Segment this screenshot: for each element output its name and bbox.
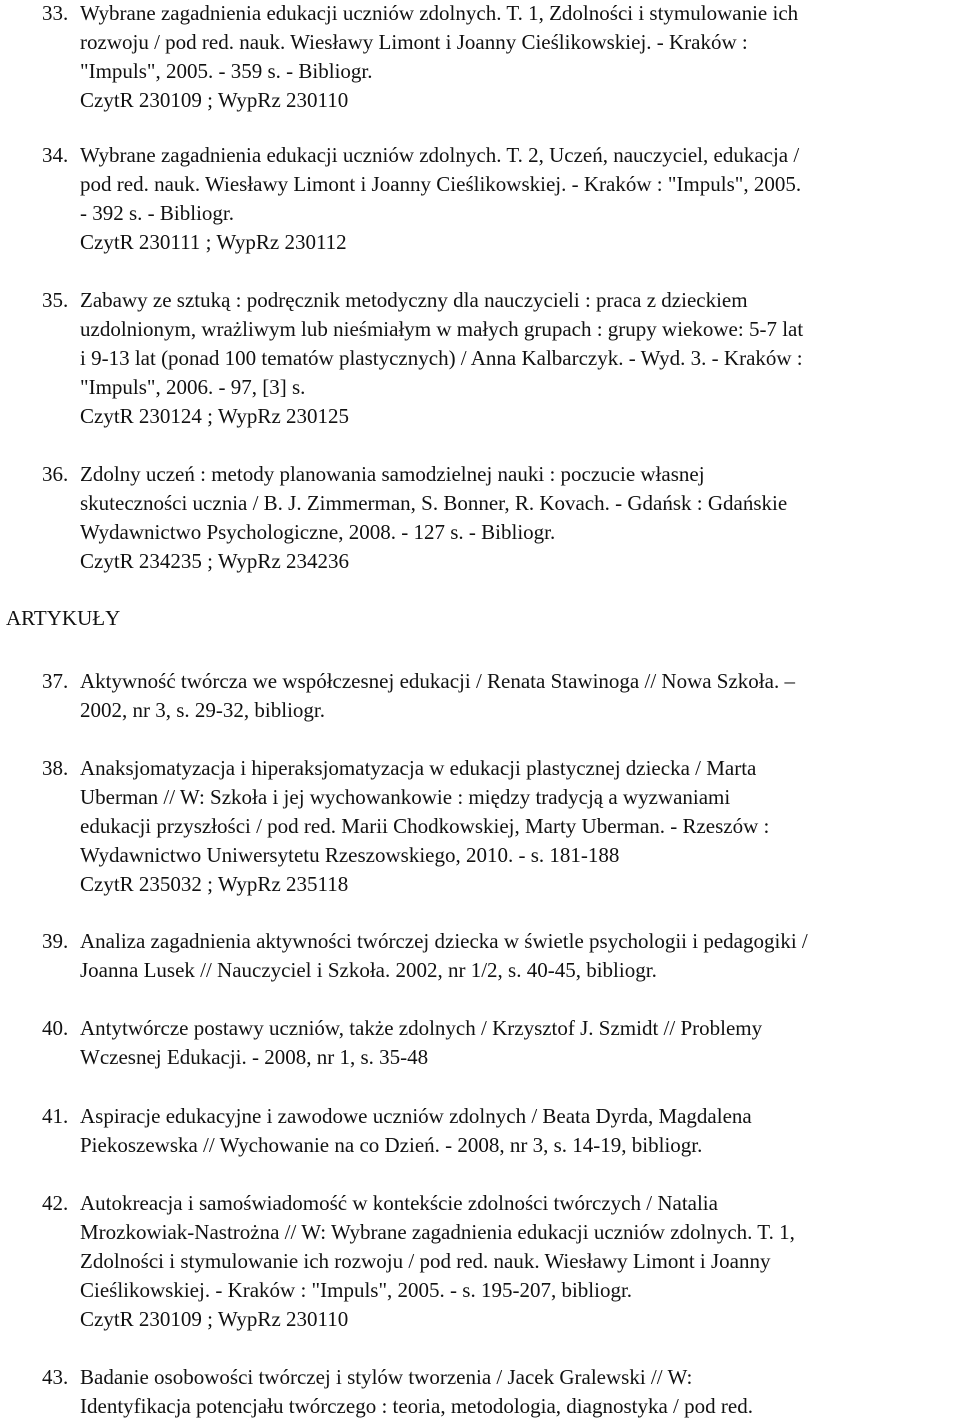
entry-shelfmark: CzytR 230111 ; WypRz 230112 [80,230,347,254]
entry-shelfmark: CzytR 230124 ; WypRz 230125 [80,404,350,428]
entry-number: 36. [42,462,69,486]
entry-line [42,1043,957,1072]
entry-line [42,667,957,696]
bibliography-entry-40 [42,1014,957,1072]
entry-line [42,783,957,812]
entry-shelfmark: CzytR 230109 ; WypRz 230110 [80,88,349,112]
entry-text: Uberman // W: Szkoła i jej wychowankowie : między tradycją a wyzwaniami [80,785,731,809]
entry-number: 43. [42,1365,69,1389]
entry-line [42,927,957,956]
entry-text: skuteczności ucznia / B. J. Zimmerman, S. Bonner, R. Kovach. - Gdańsk : Gdańskie [80,491,788,515]
entry-text: - 392 s. - Bibliogr. [80,201,235,225]
entry-line [42,696,957,725]
entry-line [42,28,957,57]
entry-line [42,1014,957,1043]
entry-text: Antytwórcze postawy uczniów, także zdolnych / Krzysztof J. Szmidt // Problemy [80,1016,763,1040]
bibliography-entry-39 [42,927,957,985]
entry-number: 41. [42,1104,69,1128]
entry-text: "Impuls", 2006. - 97, [3] s. [80,375,306,399]
entry-line [42,1102,957,1131]
entry-line [42,86,957,115]
entry-text: "Impuls", 2005. - 359 s. - Bibliogr. [80,59,373,83]
bibliography-entry-33 [42,0,957,115]
entry-text: rozwoju / pod red. nauk. Wiesławy Limont i Joanny Cieślikowskiej. - Kraków : [80,30,748,54]
entry-text: Zdolności i stymulowanie ich rozwoju / pod red. nauk. Wiesławy Limont i Joanny [80,1249,771,1273]
bibliography-entry-36 [42,460,957,576]
entry-line [42,344,957,373]
entry-line [42,870,957,899]
entry-line [42,1189,957,1218]
entry-number: 38. [42,756,69,780]
entry-line [42,57,957,86]
entry-line [42,1247,957,1276]
entry-line [42,754,957,783]
entry-line [42,812,957,841]
entry-text: Autokreacja i samoświadomość w kontekście zdolności twórczych / Natalia [80,1191,718,1215]
entry-text: i 9-13 lat (ponad 100 tematów plastycznych) / Anna Kalbarczyk. - Wyd. 3. - Kraków : [80,346,803,370]
entry-number: 37. [42,669,69,693]
entry-line [42,489,957,518]
bibliography-entry-38 [42,754,957,899]
entry-text: Aspiracje edukacyjne i zawodowe uczniów zdolnych / Beata Dyrda, Magdalena [80,1104,752,1128]
entry-text: Wydawnictwo Psychologiczne, 2008. - 127 s. - Bibliogr. [80,520,556,544]
entry-line [42,315,957,344]
entry-line [42,170,957,199]
entry-line [42,141,957,170]
entry-text: Wydawnictwo Uniwersytetu Rzeszowskiego, 2010. - s. 181-188 [80,843,620,867]
entry-number: 33. [42,1,69,25]
entry-text: Zdolny uczeń : metody planowania samodzielnej nauki : poczucie własnej [80,462,705,486]
entry-line [42,1276,957,1305]
bibliography-entry-34 [42,141,957,257]
entry-line [42,841,957,870]
entry-line [42,373,957,402]
entry-text: 2002, nr 3, s. 29-32, bibliogr. [80,698,325,722]
entry-line [42,402,957,431]
entry-text: Cieślikowskiej. - Kraków : "Impuls", 2005. - s. 195-207, bibliogr. [80,1278,633,1302]
bibliography-entry-42 [42,1189,957,1334]
entry-shelfmark: CzytR 230109 ; WypRz 230110 [80,1307,349,1331]
entry-number: 34. [42,143,69,167]
entry-text: Wybrane zagadnienia edukacji uczniów zdolnych. T. 2, Uczeń, nauczyciel, edukacja / [80,143,800,167]
entry-text: Piekoszewska // Wychowanie na co Dzień. - 2008, nr 3, s. 14-19, bibliogr. [80,1133,703,1157]
entry-line [42,547,957,576]
entry-text: Analiza zagadnienia aktywności twórczej dziecka w świetle psychologii i pedagogiki / [80,929,808,953]
entry-line [42,1363,957,1392]
entry-line [42,1218,957,1247]
bibliography-entry-41 [42,1102,957,1160]
entry-text: edukacji przyszłości / pod red. Marii Chodkowskiej, Marty Uberman. - Rzeszów : [80,814,770,838]
entry-line [42,199,957,228]
entry-text: Zabawy ze sztuką : podręcznik metodyczny dla nauczycieli : praca z dzieckiem [80,288,748,312]
entry-line [42,518,957,547]
bibliography-entry-35 [42,286,957,431]
entry-line [42,460,957,489]
entry-text: Anaksjomatyzacja i hiperaksjomatyzacja w edukacji plastycznej dziecka / Marta [80,756,757,780]
entry-shelfmark: CzytR 235032 ; WypRz 235118 [80,872,349,896]
entry-shelfmark: CzytR 234235 ; WypRz 234236 [80,549,350,573]
entry-number: 35. [42,288,69,312]
entry-text: Wczesnej Edukacji. - 2008, nr 1, s. 35-48 [80,1045,429,1069]
entry-line [42,286,957,315]
entry-line [42,0,957,28]
section-heading: ARTYKUŁY [6,606,121,630]
entry-text: Identyfikacja potencjału twórczego : teoria, metodologia, diagnostyka / pod red. [80,1394,753,1418]
entry-number: 40. [42,1016,69,1040]
entry-text: uzdolnionym, wrażliwym lub nieśmiałym w małych grupach : grupy wiekowe: 5-7 lat [80,317,804,341]
entry-line [42,1131,957,1160]
bibliography-entry-43 [42,1363,957,1421]
entry-number: 42. [42,1191,69,1215]
entry-text: Aktywność twórcza we współczesnej edukacji / Renata Stawinoga // Nowa Szkoła. – [80,669,795,693]
entry-line [42,228,957,257]
entry-line [42,1305,957,1334]
entry-text: Badanie osobowości twórczej i stylów tworzenia / Jacek Gralewski // W: [80,1365,693,1389]
bibliography-entry-37 [42,667,957,725]
entry-line [42,956,957,985]
entry-number: 39. [42,929,69,953]
entry-text: Mrozkowiak-Nastrożna // W: Wybrane zagadnienia edukacji uczniów zdolnych. T. 1, [80,1220,795,1244]
entry-text: pod red. nauk. Wiesławy Limont i Joanny Cieślikowskiej. - Kraków : "Impuls", 2005. [80,172,802,196]
entry-line [42,1392,957,1421]
entry-text: Joanna Lusek // Nauczyciel i Szkoła. 2002, nr 1/2, s. 40-45, bibliogr. [80,958,657,982]
entry-text: Wybrane zagadnienia edukacji uczniów zdolnych. T. 1, Zdolności i stymulowanie ich [80,1,799,25]
